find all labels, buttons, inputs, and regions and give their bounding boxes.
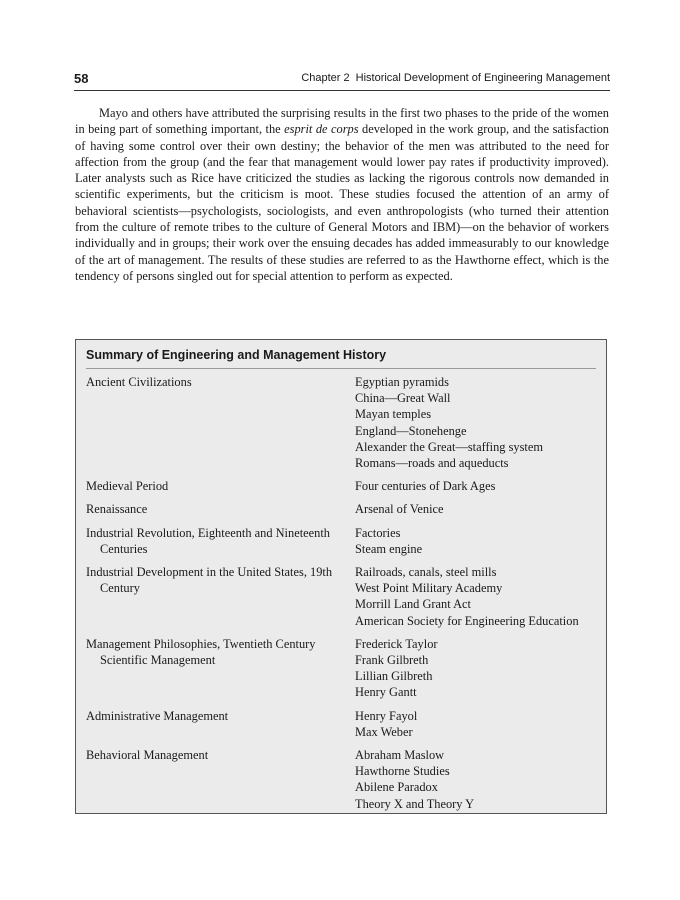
summary-row xyxy=(86,501,598,517)
summary-item: Abraham Maslow xyxy=(355,748,445,763)
summary-items xyxy=(355,636,598,701)
summary-items xyxy=(355,708,598,740)
page-number: 58 xyxy=(74,71,89,86)
summary-item: West Point Military Academy xyxy=(355,581,503,596)
summary-item: Morrill Land Grant Act xyxy=(355,597,471,612)
summary-item: Factories xyxy=(355,525,401,540)
summary-item: Four centuries of Dark Ages xyxy=(355,479,496,494)
summary-item: England—Stonehenge xyxy=(355,423,467,438)
summary-items xyxy=(355,374,598,471)
summary-item: Railroads, canals, steel mills xyxy=(355,565,497,580)
summary-period: Behavioral Management xyxy=(86,748,209,763)
summary-item: Henry Fayol xyxy=(355,708,418,723)
summary-period: Medieval Period xyxy=(86,479,169,494)
summary-items xyxy=(355,564,598,629)
summary-item: Hawthorne Studies xyxy=(355,764,450,779)
paragraph-italic-phrase: esprit de corps xyxy=(284,122,359,137)
summary-item: Frank Gilbreth xyxy=(355,653,429,668)
summary-item: Egyptian pyramids xyxy=(355,375,449,389)
body-paragraph xyxy=(75,105,609,284)
summary-row xyxy=(86,525,598,557)
summary-item: Arsenal of Venice xyxy=(355,502,444,517)
summary-item: Romans—roads and aqueducts xyxy=(355,456,509,471)
summary-items xyxy=(355,747,598,812)
running-head xyxy=(301,72,610,84)
chapter-label: Chapter 2 xyxy=(301,72,350,84)
paragraph-text-start: Mayo and others have attributed the surprising results in the first two phases to the pride of the women in being part of something important, the xyxy=(75,106,609,137)
summary-item: Alexander the Great—staffing system xyxy=(355,439,543,454)
summary-row xyxy=(86,708,598,740)
summary-item: Steam engine xyxy=(355,541,423,556)
title-rule xyxy=(86,368,596,369)
summary-rows xyxy=(86,374,598,819)
summary-period: Management Philosophies, Twentieth Century Scientific Management xyxy=(86,636,316,668)
summary-row xyxy=(86,747,598,812)
summary-period: Renaissance xyxy=(86,502,148,517)
summary-period: Administrative Management xyxy=(86,708,229,723)
summary-period: Industrial Development in the United States, 19th Century xyxy=(86,565,333,596)
summary-row xyxy=(86,636,598,701)
summary-period: Ancient Civilizations xyxy=(86,375,192,389)
summary-item: Henry Gantt xyxy=(355,685,417,700)
summary-item: China—Great Wall xyxy=(355,391,451,406)
summary-item: American Society for Engineering Education xyxy=(355,613,579,628)
summary-item: Abilene Paradox xyxy=(355,780,438,795)
summary-row xyxy=(86,374,598,471)
summary-item: Mayan temples xyxy=(355,407,432,422)
summary-box xyxy=(75,339,607,814)
summary-items xyxy=(355,525,598,557)
chapter-title: Historical Development of Engineering Management xyxy=(355,72,610,84)
summary-item: Frederick Taylor xyxy=(355,636,438,651)
summary-title: Summary of Engineering and Management History xyxy=(86,348,387,362)
summary-row xyxy=(86,478,598,494)
page-header xyxy=(74,70,610,91)
summary-items xyxy=(355,501,598,517)
summary-period: Industrial Revolution, Eighteenth and Nineteenth Centuries xyxy=(86,525,330,556)
paragraph-text-end: developed in the work group, and the satisfaction of having some control over their own destiny; the behavior of the men was attributed to the need for affection from the group (and the fear that management would lower pay rates if productivity improved). Later analysts such as Rice have criticized the studies as lacking the rigorous controls now demanded in scientific experiments, but the criticism is moot. These studies focused the attention of an army of behavioral scientists—psychologists, sociologists, and even anthropologists (who turned their attention from the culture of remote tribes to the culture of General Motors and IBM)—on the behavior of workers individually and in groups; their work over the ensuing decades has added immeasurably to our knowledge of the art of management. The results of these studies are referred to as the Hawthorne effect, which is the tendency of persons singled out for special attention to perform as expected. xyxy=(75,122,610,283)
summary-item: Max Weber xyxy=(355,724,413,739)
summary-items xyxy=(355,478,598,494)
summary-item: Lillian Gilbreth xyxy=(355,669,433,684)
summary-row xyxy=(86,564,598,629)
summary-item: Theory X and Theory Y xyxy=(355,796,475,811)
